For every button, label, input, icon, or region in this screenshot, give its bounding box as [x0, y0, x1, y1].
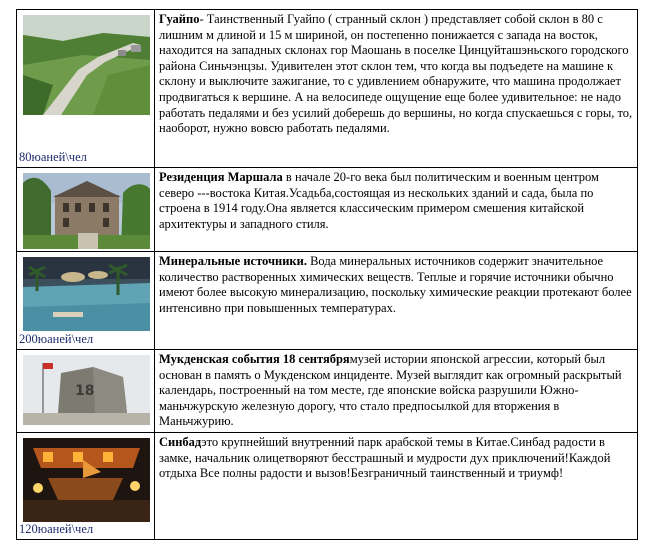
- green-slope-road-photo: [23, 15, 150, 115]
- attraction-title: Минеральные источники.: [159, 254, 307, 268]
- attraction-title: Резиденция Маршала: [159, 170, 283, 184]
- attraction-text: Вода минеральных источников содержит значительное количество растворенных химических веществ. Теплые и горячие источники обычно имеют более высокую минерализацию, поскольку химические реакции протекают более интенсивно при повышенных температурах.: [159, 254, 632, 315]
- image-cell: [17, 252, 155, 350]
- table-row: [17, 10, 638, 168]
- table-row: [17, 350, 638, 433]
- attraction-text: - Таинственный Гуайпо ( странный склон ) представляет собой склон в 80 с лишним м длиной и 15 м шириной, он постепенно понижается с запада на восток, находится на западных склонах гор Маошань в поселке Цинцуйташэньского городского района Синьчэнцзы. Удивителен этот склон тем, что когда вы подъедете на машине к склону и выключите зажигание, то с удивлением обнаружите, что машина продолжает продвигаться к вершине. А на велосипеде ощущение еще более удивительное: не надо работать педалями и без усилий доберешь до вершины, но когда спускаешься с горы, то, наоборот, нужно вовсю работать педалями.: [159, 12, 633, 136]
- image-cell: [17, 10, 155, 168]
- attraction-text: музей истории японской агрессии, который был основан в память о Мукденском инциденте. Музей выглядит как огромный раскрытый календарь, построенный на том месте, где японские войска разрушили Южно-маньчжурскую железную дорогу, что стало предпосылкой для вторжения в Маньчжурию.: [159, 352, 622, 429]
- calendar-monument-photo: [23, 355, 150, 425]
- attraction-title: Синбад: [159, 434, 202, 449]
- description-cell: [155, 252, 638, 350]
- attractions-table: [16, 9, 638, 540]
- hot-spring-pool-photo: [23, 257, 150, 331]
- price-label: 200юаней\чел: [19, 332, 94, 347]
- price-label: 120юаней\чел: [19, 522, 94, 537]
- sinbad-ship-stage-photo: [23, 438, 150, 522]
- attraction-text: в начале 20-го века был политическим и военным центром северо ---востока Китая.Усадьба,состоящая из нескольких зданий и сада, была по строена в 1914 году.Она является классическим примером смешения китайской архитектуры и западного стиля.: [159, 170, 599, 231]
- image-cell: [17, 350, 155, 433]
- attraction-title: Гуайпо: [159, 12, 200, 26]
- image-cell: [17, 168, 155, 252]
- description-cell: [155, 168, 638, 252]
- price-label: 80юаней\чел: [19, 150, 87, 165]
- table-row: [17, 168, 638, 252]
- description-cell: [155, 432, 638, 539]
- description-cell: [155, 10, 638, 168]
- attraction-title: Мукденская события 18 сентября: [159, 352, 350, 366]
- residence-building-photo: [23, 173, 150, 249]
- image-cell: [17, 432, 155, 539]
- table-row: [17, 432, 638, 539]
- attraction-text: это крупнейший внутренний парк арабской темы в Китае.Синбад радости в замке, начальник олицетворяют бесстрашный и мудрости дух приключений!Каждой отдыха Все полны радости и вызов!Безграничный таинственный и триумф!: [159, 434, 611, 481]
- description-cell: [155, 350, 638, 433]
- svg-text:18: 18: [75, 383, 95, 399]
- table-row: [17, 252, 638, 350]
